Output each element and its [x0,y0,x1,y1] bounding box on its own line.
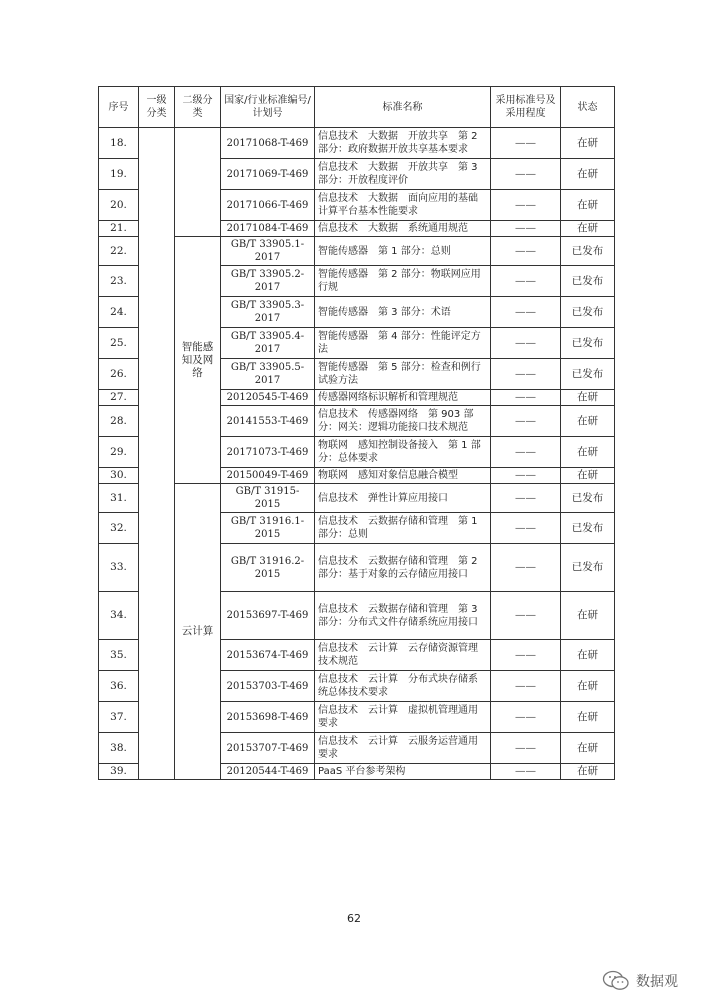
row-number: 36. [99,671,139,702]
standard-code: GB/T 33905.4-2017 [221,328,315,359]
status: 在研 [561,190,615,221]
watermark-text: 数据观 [636,974,678,990]
row-number: 29. [99,437,139,468]
row-number: 33. [99,544,139,592]
standard-name: 物联网 感知控制设备接入 第 1 部分：总体要求 [315,437,491,468]
table-header-row [99,87,615,128]
status: 在研 [561,437,615,468]
status: 已发布 [561,513,615,544]
status: 在研 [561,671,615,702]
standard-code: 20153707-T-469 [221,733,315,764]
standard-name: 智能传感器 第 3 部分：术语 [315,297,491,328]
adopted-standard: —— [491,544,561,592]
standard-code: GB/T 33905.3-2017 [221,297,315,328]
row-number: 28. [99,406,139,437]
header-name: 标准名称 [315,87,491,128]
standard-code: 20120544-T-469 [221,764,315,780]
status: 已发布 [561,266,615,297]
standard-name: 信息技术 云计算 分布式块存储系统总体技术要求 [315,671,491,702]
row-number: 20. [99,190,139,221]
status: 在研 [561,128,615,159]
standard-name: 信息技术 云计算 云服务运营通用要求 [315,733,491,764]
standard-name: 信息技术 大数据 开放共享 第 3 部分：开放程度评价 [315,159,491,190]
watermark [602,970,678,992]
status: 在研 [561,592,615,640]
adopted-standard: —— [491,190,561,221]
adopted-standard: —— [491,437,561,468]
status: 已发布 [561,359,615,390]
adopted-standard: —— [491,159,561,190]
header-no: 序号 [99,87,139,128]
adopted-standard: —— [491,468,561,484]
adopted-standard: —— [491,359,561,390]
adopted-standard: —— [491,513,561,544]
adopted-standard: —— [491,390,561,406]
level1-category [139,128,175,780]
standard-name: 信息技术 云数据存储和管理 第 1 部分：总则 [315,513,491,544]
header-status: 状态 [561,87,615,128]
standard-code: 20153697-T-469 [221,592,315,640]
header-adopt: 采用标准号及采用程度 [491,87,561,128]
status: 已发布 [561,484,615,513]
status: 在研 [561,221,615,237]
status: 在研 [561,159,615,190]
adopted-standard: —— [491,128,561,159]
standard-name: 信息技术 大数据 面向应用的基础计算平台基本性能要求 [315,190,491,221]
standard-code: 20153703-T-469 [221,671,315,702]
header-code: 国家/行业标准编号/计划号 [221,87,315,128]
row-number: 37. [99,702,139,733]
adopted-standard: —— [491,702,561,733]
table-row [99,237,615,266]
standard-code: 20153674-T-469 [221,640,315,671]
status: 在研 [561,764,615,780]
standard-code: 20171073-T-469 [221,437,315,468]
standard-code: 20120545-T-469 [221,390,315,406]
wechat-icon [602,970,630,992]
standard-code: GB/T 31916.2-2015 [221,544,315,592]
status: 在研 [561,468,615,484]
row-number: 26. [99,359,139,390]
adopted-standard: —— [491,328,561,359]
row-number: 22. [99,237,139,266]
standard-code: 20171066-T-469 [221,190,315,221]
standard-code: 20171069-T-469 [221,159,315,190]
level2-category [175,128,221,237]
status: 已发布 [561,328,615,359]
table-row [99,128,615,159]
standard-name: 信息技术 云计算 云存储资源管理技术规范 [315,640,491,671]
header-level2: 二级分类 [175,87,221,128]
standard-code: 20153698-T-469 [221,702,315,733]
standard-code: 20171084-T-469 [221,221,315,237]
header-level1: 一级分类 [139,87,175,128]
table-row [99,484,615,513]
standard-code: GB/T 31915-2015 [221,484,315,513]
row-number: 19. [99,159,139,190]
row-number: 21. [99,221,139,237]
adopted-standard: —— [491,266,561,297]
adopted-standard: —— [491,221,561,237]
standard-code: GB/T 33905.1-2017 [221,237,315,266]
row-number: 39. [99,764,139,780]
status: 在研 [561,733,615,764]
row-number: 18. [99,128,139,159]
status: 已发布 [561,297,615,328]
row-number: 30. [99,468,139,484]
standard-code: 20150049-T-469 [221,468,315,484]
status: 在研 [561,406,615,437]
adopted-standard: —— [491,406,561,437]
adopted-standard: —— [491,640,561,671]
row-number: 27. [99,390,139,406]
row-number: 35. [99,640,139,671]
adopted-standard: —— [491,592,561,640]
standard-name: 物联网 感知对象信息融合模型 [315,468,491,484]
standard-name: 智能传感器 第 2 部分：物联网应用行规 [315,266,491,297]
adopted-standard: —— [491,764,561,780]
status: 已发布 [561,544,615,592]
row-number: 38. [99,733,139,764]
page-number: 62 [347,912,361,925]
standards-table [98,86,615,780]
standard-name: 智能传感器 第 4 部分：性能评定方法 [315,328,491,359]
status: 已发布 [561,237,615,266]
standard-name: 传感器网络标识解析和管理规范 [315,390,491,406]
adopted-standard: —— [491,671,561,702]
standard-name: 信息技术 云计算 虚拟机管理通用要求 [315,702,491,733]
standard-name: 智能传感器 第 5 部分：检查和例行试验方法 [315,359,491,390]
adopted-standard: —— [491,297,561,328]
adopted-standard: —— [491,237,561,266]
status: 在研 [561,640,615,671]
standard-code: 20141553-T-469 [221,406,315,437]
standard-name: 信息技术 云数据存储和管理 第 3 部分：分布式文件存储系统应用接口 [315,592,491,640]
row-number: 23. [99,266,139,297]
standard-name: 智能传感器 第 1 部分：总则 [315,237,491,266]
adopted-standard: —— [491,733,561,764]
row-number: 31. [99,484,139,513]
row-number: 34. [99,592,139,640]
row-number: 24. [99,297,139,328]
standard-name: PaaS 平台参考架构 [315,764,491,780]
status: 在研 [561,702,615,733]
row-number: 32. [99,513,139,544]
standard-code: GB/T 31916.1-2015 [221,513,315,544]
standard-name: 信息技术 大数据 开放共享 第 2 部分：政府数据开放共享基本要求 [315,128,491,159]
level2-category: 云计算 [175,484,221,780]
standard-code: GB/T 33905.5-2017 [221,359,315,390]
standard-name: 信息技术 大数据 系统通用规范 [315,221,491,237]
table-body [99,128,615,780]
adopted-standard: —— [491,484,561,513]
standard-code: GB/T 33905.2-2017 [221,266,315,297]
standard-name: 信息技术 云数据存储和管理 第 2 部分：基于对象的云存储应用接口 [315,544,491,592]
level2-category: 智能感知及网络 [175,237,221,484]
row-number: 25. [99,328,139,359]
standard-name: 信息技术 传感器网络 第 903 部分：网关：逻辑功能接口技术规范 [315,406,491,437]
standard-code: 20171068-T-469 [221,128,315,159]
standard-name: 信息技术 弹性计算应用接口 [315,484,491,513]
status: 在研 [561,390,615,406]
